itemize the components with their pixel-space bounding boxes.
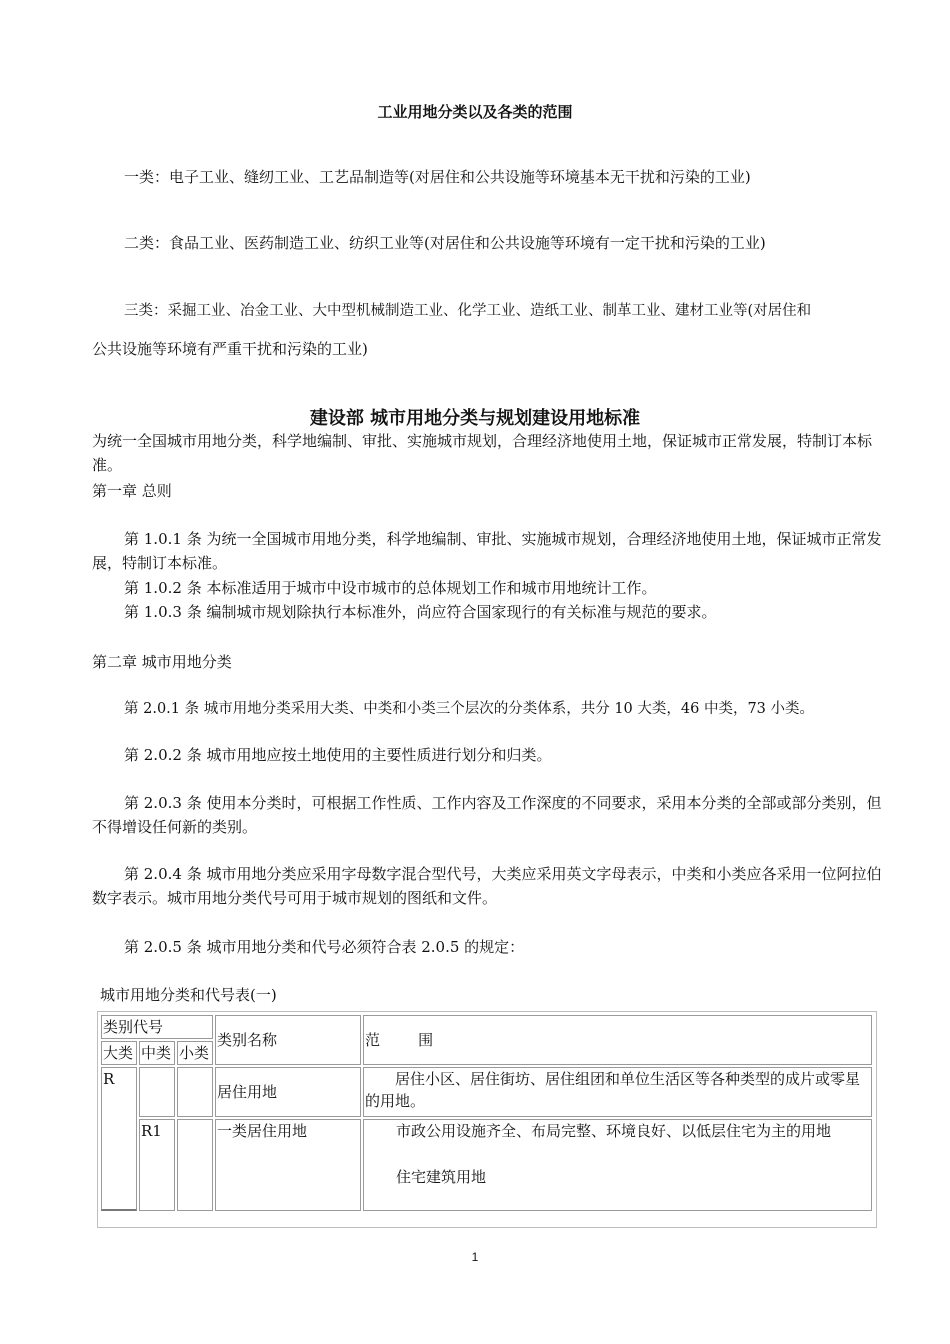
row-name: 一类居住用地 bbox=[215, 1119, 361, 1211]
article-2-0-5: 第 2.0.5 条 城市用地分类和代号必须符合表 2.0.5 的规定： bbox=[124, 938, 525, 956]
article-1-0-3: 第 1.0.3 条 编制城市规划除执行本标准外，尚应符合国家现行的有关标准与规范的要求。 bbox=[124, 603, 717, 621]
header-major: 大类 bbox=[101, 1041, 137, 1065]
chapter-2-heading: 第二章 城市用地分类 bbox=[92, 653, 232, 671]
page-number: 1 bbox=[471, 1250, 479, 1264]
header-code: 类别代号 bbox=[101, 1015, 213, 1039]
industrial-class-2: 二类：食品工业、医药制造工业、纺织工业等(对居住和公共设施等环境有一定干扰和污染的工业) bbox=[124, 234, 766, 252]
article-2-0-2: 第 2.0.2 条 城市用地应按土地使用的主要性质进行划分和归类。 bbox=[124, 746, 552, 764]
header-minor: 小类 bbox=[177, 1041, 213, 1065]
table-row bbox=[101, 1119, 872, 1211]
table-header-row bbox=[101, 1015, 872, 1039]
row-scope bbox=[363, 1119, 872, 1211]
industrial-class-3-line1: 三类：采掘工业、冶金工业、大中型机械制造工业、化学工业、造纸工业、制革工业、建材工业等(对居住和 bbox=[124, 303, 812, 319]
header-medium: 中类 bbox=[139, 1041, 175, 1065]
row-scope-line1: 市政公用设施齐全、布局完整、环境良好、以低层住宅为主的用地 bbox=[396, 1122, 832, 1140]
chapter-1-heading: 第一章 总则 bbox=[92, 482, 172, 500]
row-scope-line2: 住宅建筑用地 bbox=[396, 1168, 487, 1186]
industrial-class-3-line2: 公共设施等环境有严重干扰和污染的工业) bbox=[92, 340, 368, 358]
table-caption: 城市用地分类和代号表(一) bbox=[100, 986, 277, 1004]
article-1-0-2: 第 1.0.2 条 本标准适用于城市中设市城市的总体规划工作和城市用地统计工作。 bbox=[124, 579, 657, 597]
row-name: 居住用地 bbox=[215, 1067, 361, 1117]
row-minor-code bbox=[177, 1119, 213, 1211]
row-scope: 居住小区、居住街坊、居住组团和单位生活区等各种类型的成片或零星的用地。 bbox=[363, 1067, 872, 1117]
industrial-class-1: 一类：电子工业、缝纫工业、工艺品制造等(对居住和公共设施等环境基本无干扰和污染的工业) bbox=[124, 168, 751, 186]
table-row bbox=[101, 1067, 872, 1117]
article-2-0-4: 第 2.0.4 条 城市用地分类应采用字母数字混合型代号，大类应采用英文字母表示，中类和小类应各采用一位阿拉伯数字表示。城市用地分类代号可用于城市规划的图纸和文件。 bbox=[92, 865, 882, 907]
article-1-0-1: 第 1.0.1 条 为统一全国城市用地分类，科学地编制、审批、实施城市规划，合理经济地使用土地，保证城市正常发展，特制订本标准。 bbox=[92, 530, 882, 572]
standard-intro: 为统一全国城市用地分类，科学地编制、审批、实施城市规划，合理经济地使用土地，保证城市正常发展，特制订本标准。 bbox=[92, 432, 873, 474]
land-use-classification-table bbox=[99, 1013, 874, 1213]
article-2-0-3: 第 2.0.3 条 使用本分类时，可根据工作性质、工作内容及工作深度的不同要求，采用本分类的全部或部分类别，但不得增设任何新的类别。 bbox=[92, 794, 882, 836]
section2-title: 建设部 城市用地分类与规划建设用地标准 bbox=[309, 408, 641, 429]
section1-title: 工业用地分类以及各类的范围 bbox=[377, 103, 573, 121]
header-name: 类别名称 bbox=[215, 1015, 361, 1065]
header-scope: 范 围 bbox=[363, 1015, 872, 1065]
row-major-code: R bbox=[101, 1067, 137, 1211]
row-minor-code bbox=[177, 1067, 213, 1117]
row-medium-code bbox=[139, 1067, 175, 1117]
article-2-0-1: 第 2.0.1 条 城市用地分类采用大类、中类和小类三个层次的分类体系，共分 10 大类，46 中类，73 小类。 bbox=[124, 701, 815, 717]
row-medium-code: R1 bbox=[139, 1119, 175, 1211]
